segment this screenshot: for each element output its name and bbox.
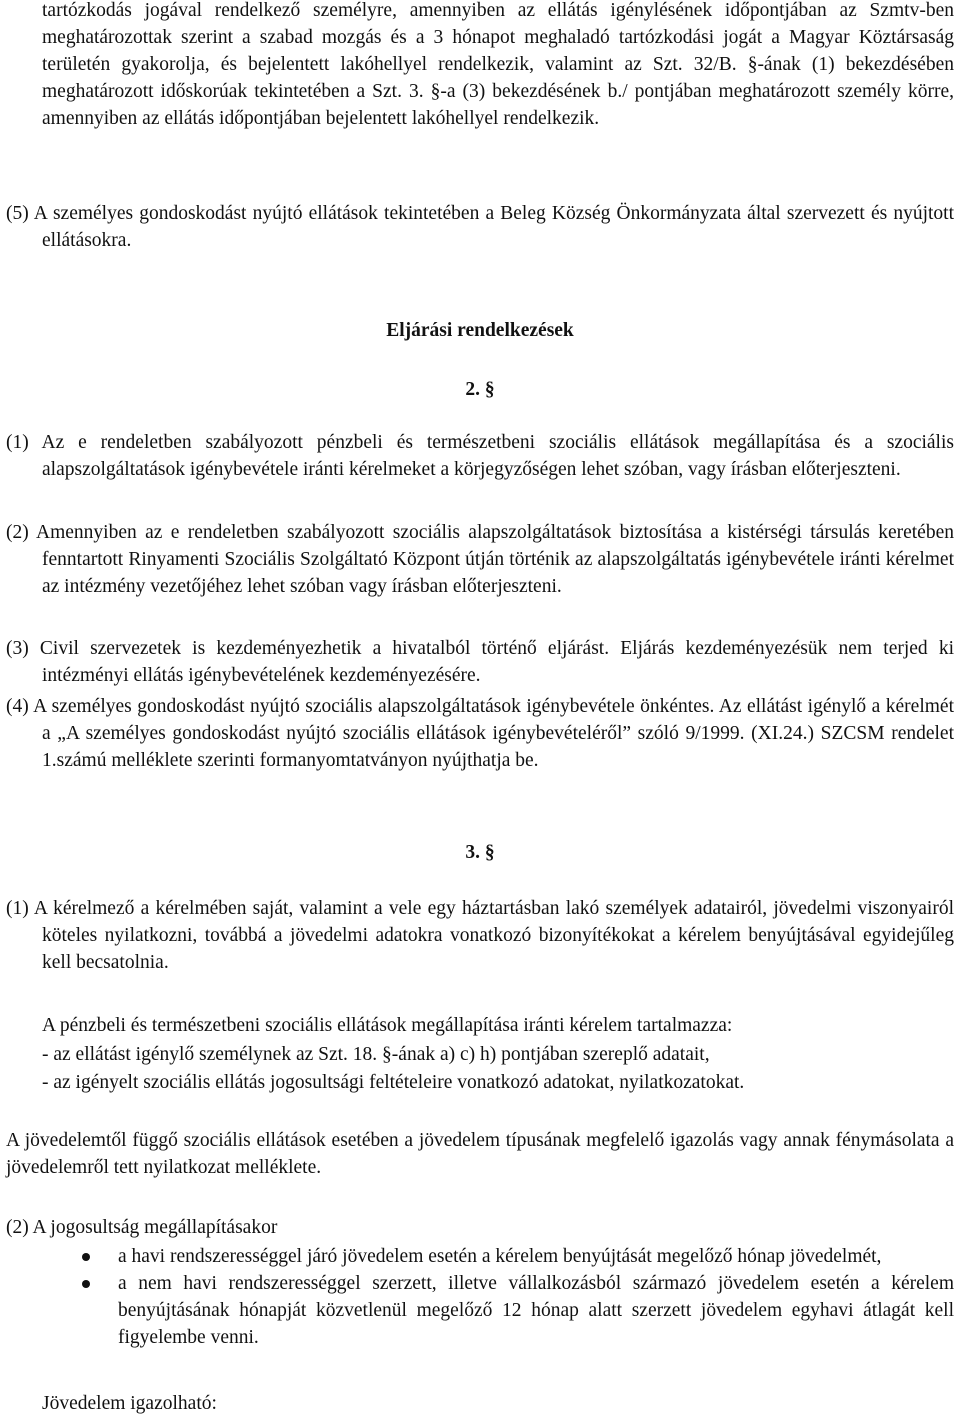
section-2-paragraph-3: (3) Civil szervezetek is kezdeményezhetik a hivatalból történő eljárást. Eljárás kezdeményezésük nem terjed ki intézményi ellátás igénybevételének kezdeményezésére.	[6, 638, 954, 686]
section-2-number: 2. §	[465, 379, 495, 400]
section-title: Eljárási rendelkezések	[386, 320, 574, 341]
income-rules-list	[0, 1243, 960, 1351]
bullet-icon	[82, 1253, 90, 1261]
section-3-number: 3. §	[465, 842, 495, 863]
paragraph-5: (5) A személyes gondoskodást nyújtó ellátások tekintetében a Beleg Község Önkormányzata által szervezett és nyújtott ellátásokra.	[6, 203, 954, 251]
section-2-paragraph-2: (2) Amennyiben az e rendeletben szabályozott szociális alapszolgáltatások biztosítása a kistérségi társulás keretében fenntartott Rinyamenti Szociális Szolgáltató Központ útján történik az alapszolgáltatás igénybevétele iránti kérelmet az intézmény vezetőjéhez lehet szóban vagy írásban előterjeszteni.	[6, 522, 954, 597]
request-content-intro: A pénzbeli és természetbeni szociális ellátások megállapítása iránti kérelem tartalmazza:	[42, 1015, 733, 1036]
top-paragraph: tartózkodás jogával rendelkező személyre, amennyiben az ellátás igénylésének időpontjában az Szmtv-ben meghatározottak szerint a szabad mozgás és a 3 hónapot meghaladó tartózkodási jogát a Magyar Köztársaság területén gyakorolja, és bejelentett lakóhellyel rendelkezik, valamint az Szt. 32/B. §-ának (1) bekezdésében meghatározott időskorúak tekintetében a Szt. 3. §-a (3) bekezdésének b./ pontjában meghatározott személy körre, amennyiben az ellátás időpontjában bejelentett lakóhellyel rendelkezik.	[42, 0, 954, 129]
list-item: a nem havi rendszerességgel szerzett, illetve vállalkozásból származó jövedelem esetén a kérelem benyújtásának hónapját közvetlenül megelőző 12 hónap alatt szerzett jövedelem egyhavi átlagát kell figyelembe venni.	[118, 1270, 954, 1351]
section-2-paragraph-1: (1) Az e rendeletben szabályozott pénzbeli és természetbeni szociális ellátások megállapítása és a szociális alapszolgáltatások igénybevétele iránti kérelmeket a körjegyzőségen lehet szóban, vagy írásban előterjeszteni.	[6, 432, 954, 480]
bullet-icon	[82, 1280, 90, 1288]
section-3-paragraph-1: (1) A kérelmező a kérelmében saját, valamint a vele egy háztartásban lakó személyek adatairól, jövedelmi viszonyairól köteles nyilatkozni, továbbá a jövedelmi adatokra vonatkozó bizonyítékokat a kérelem benyújtásával egyidejűleg kell becsatolnia.	[6, 898, 954, 973]
request-content-item-2: - az igényelt szociális ellátás jogosultsági feltételeire vonatkozó adatokat, nyilatkozatokat.	[42, 1072, 745, 1093]
section-2-paragraph-4: (4) A személyes gondoskodást nyújtó szociális alapszolgáltatások igénybevétele önkéntes. Az ellátást igénylő a kérelmét a „A személyes gondoskodást nyújtó szociális ellátások igénybevételéről” szóló 9/1999. (XI.24.) SZCSM rendelet 1.számú melléklete szerinti formanyomtatványon nyújthatja be.	[6, 696, 954, 771]
income-proof-label: Jövedelem igazolható:	[42, 1393, 217, 1414]
request-content-item-1: - az ellátást igénylő személynek az Szt. 18. §-ának a) c) h) pontjában szereplő adatait,	[42, 1044, 710, 1065]
section-3-paragraph-2-intro: (2) A jogosultság megállapításakor	[6, 1217, 278, 1238]
income-paragraph: A jövedelemtől függő szociális ellátások esetében a jövedelem típusának megfelelő igazolás vagy annak fénymásolata a jövedelemről tett nyilatkozat melléklete.	[6, 1130, 954, 1178]
list-item: a havi rendszerességgel járó jövedelem esetén a kérelem benyújtását megelőző hónap jövedelmét,	[118, 1243, 954, 1270]
